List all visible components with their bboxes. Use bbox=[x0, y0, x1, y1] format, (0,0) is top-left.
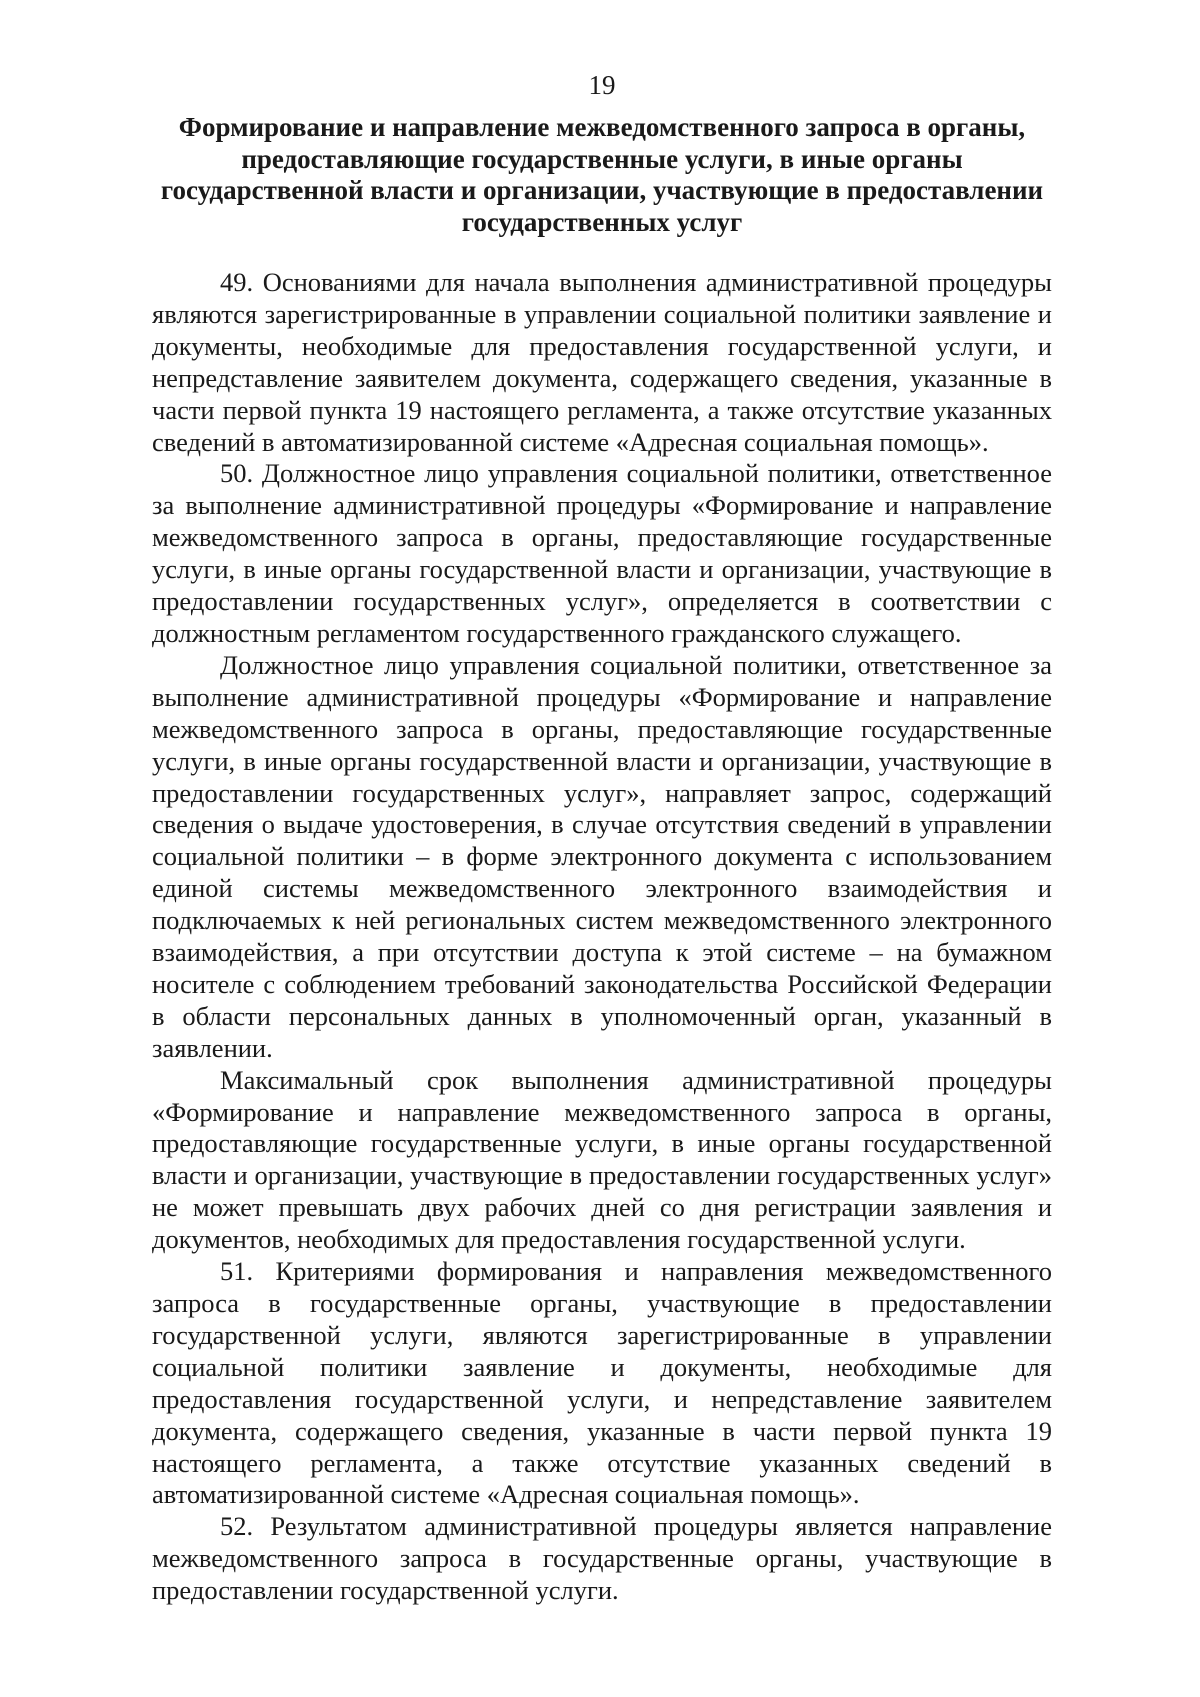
paragraph-50-max-term: Максимальный срок выполнения административной процедуры «Формирование и направление межведомственного запроса в органы, предоставляющие государственные услуги, в иные органы государственной власти и организации, участвующие в предоставлении государственных услуг» не может превышать двух рабочих дней со дня регистрации заявления и документов, необходимых для предоставления государственной услуги. bbox=[152, 1064, 1052, 1255]
paragraph-50: 50. Должностное лицо управления социальной политики, ответственное за выполнение административной процедуры «Формирование и направление межведомственного запроса в органы, предоставляющие государственные услуги, в иные органы государственной власти и организации, участвующие в предоставлении государственных услуг», определяется в соответствии с должностным регламентом государственного гражданского служащего. bbox=[152, 458, 1052, 648]
paragraph-52: 52. Результатом административной процедуры является направление межведомственного запроса в государственные органы, участвующие в предоставлении государственной услуги. bbox=[152, 1511, 1052, 1606]
document-page bbox=[152, 70, 1052, 1607]
paragraph-49: 49. Основаниями для начала выполнения административной процедуры являются зарегистрированные в управлении социальной политики заявление и документы, необходимые для предоставления государственной услуги, и непредставление заявителем документа, содержащего сведения, указанные в части первой пункта 19 настоящего регламента, а также отсутствие указанных сведений в автоматизированной системе «Адресная социальная помощь». bbox=[152, 267, 1052, 457]
section-heading: Формирование и направление межведомственного запроса в органы, предоставляющие государственные услуги, в иные органы государственной власти и организации, участвующие в предоставлении государственных услуг bbox=[160, 112, 1044, 237]
paragraph-50-official-request: Должностное лицо управления социальной политики, ответственное за выполнение административной процедуры «Формирование и направление межведомственного запроса в органы, предоставляющие государственные услуги, в иные органы государственной власти и организации, участвующие в предоставлении государственных услуг», направляет запрос, содержащий сведения о выдаче удостоверения, в случае отсутствия сведений в управлении социальной политики – в форме электронного документа с использованием единой системы межведомственного электронного взаимодействия и подключаемых к ней региональных систем межведомственного электронного взаимодействия, а при отсутствии доступа к этой системе – на бумажном носителе с соблюдением требований законодательства Российской Федерации в области персональных данных в уполномоченный орган, указанный в заявлении. bbox=[152, 649, 1052, 1063]
paragraph-51: 51. Критериями формирования и направления межведомственного запроса в государственные органы, участвующие в предоставлении государственной услуги, являются зарегистрированные в управлении социальной политики заявление и документы, необходимые для предоставления государственной услуги, и непредставление заявителем документа, содержащего сведения, указанные в части первой пункта 19 настоящего регламента, а также отсутствие указанных сведений в автоматизированной системе «Адресная социальная помощь». bbox=[152, 1256, 1052, 1510]
page-number: 19 bbox=[588, 70, 616, 100]
